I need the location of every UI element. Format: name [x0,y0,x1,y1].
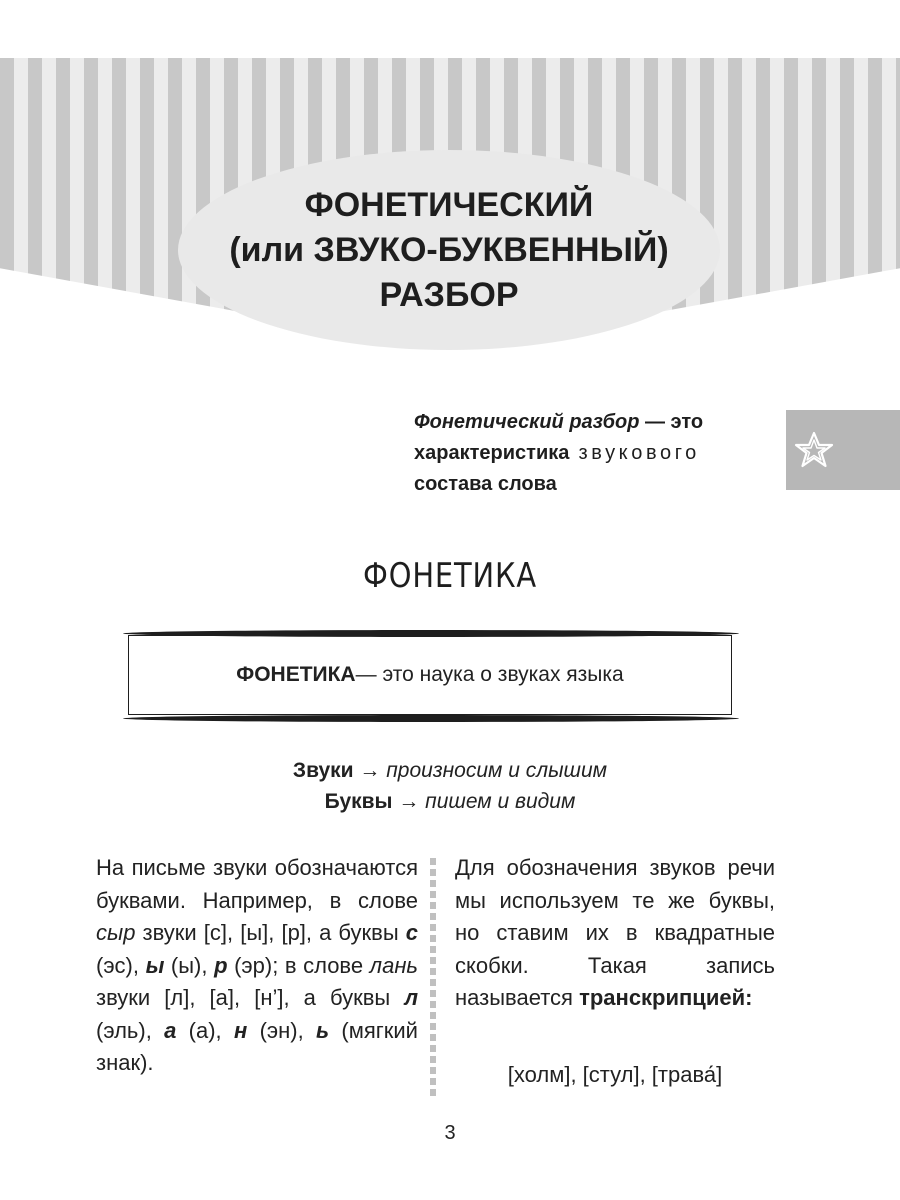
definition-spaced: звукового [569,442,700,464]
letter-r: р [214,952,228,978]
left-text: звуки [с], [ы], [р], а буквы [135,920,406,945]
title-line-3: РАЗБОР [379,275,519,314]
left-text: (эн), [247,1017,317,1043]
pair-sounds-arrow: → [353,759,387,782]
pair-sounds-desc: произносим и слышим [386,759,608,782]
letter-n: н [233,1017,248,1043]
pair-letters-term: Буквы [324,790,393,813]
left-text: (эс), [96,952,146,978]
column-divider [430,858,436,1098]
pair-sounds [0,756,900,786]
right-column [455,852,775,1015]
pair-letters-desc: пишем и видим [425,790,576,813]
pair-letters [0,787,900,817]
title-line-2: (или ЗВУКО-БУКВЕННЫЙ) [229,230,669,269]
left-text: (а), [176,1017,234,1043]
box-rest: — это наука о звуках языка [355,663,624,686]
letter-soft-sign: ь [316,1017,330,1043]
right-text: Для обозначения звуков речи мы используем те же буквы, но ставим их в квадратные скобки. Такая запись называется [455,855,775,1010]
letter-y: ы [145,952,165,978]
definition-dash: — это [639,411,704,433]
definition [414,407,778,500]
box-inner [128,635,732,715]
word-syr: сыр [96,920,136,945]
left-column [96,852,418,1080]
transcription-examples: [холм], [стул], [трава́] [507,1062,723,1087]
word-lan: лань [369,952,418,978]
title-line-1: ФОНЕТИЧЕСКИЙ [304,185,594,224]
title-oval [178,150,720,350]
left-text: (ы), [164,952,215,978]
page-number: 3 [444,1122,456,1144]
definition-part3: состава слова [414,473,557,495]
left-text: (эр); в слове [227,952,370,978]
left-text: На письме звуки обозначаются буквами. Например, в слове [96,855,418,913]
letter-s: с [405,920,418,945]
pair-sounds-term: Звуки [292,759,354,782]
star-icon [794,430,834,470]
left-text: звуки [л], [а], [н’], а буквы [96,985,405,1010]
section-title: ФОНЕТИКА [363,556,537,596]
left-text: (мягкий знак). [96,1017,418,1075]
definition-part2: характеристика [414,442,570,464]
box-bottom-line [123,715,739,722]
left-text: (эль), [96,1017,165,1043]
letter-a: а [164,1017,177,1043]
letter-l: л [404,985,418,1010]
definition-box [123,630,739,722]
box-term: ФОНЕТИКА [236,663,356,686]
star-tab [786,410,900,490]
transcription-term: транскрипцией: [579,985,753,1010]
pair-letters-arrow: → [392,790,426,813]
definition-term: Фонетический разбор [414,411,640,433]
